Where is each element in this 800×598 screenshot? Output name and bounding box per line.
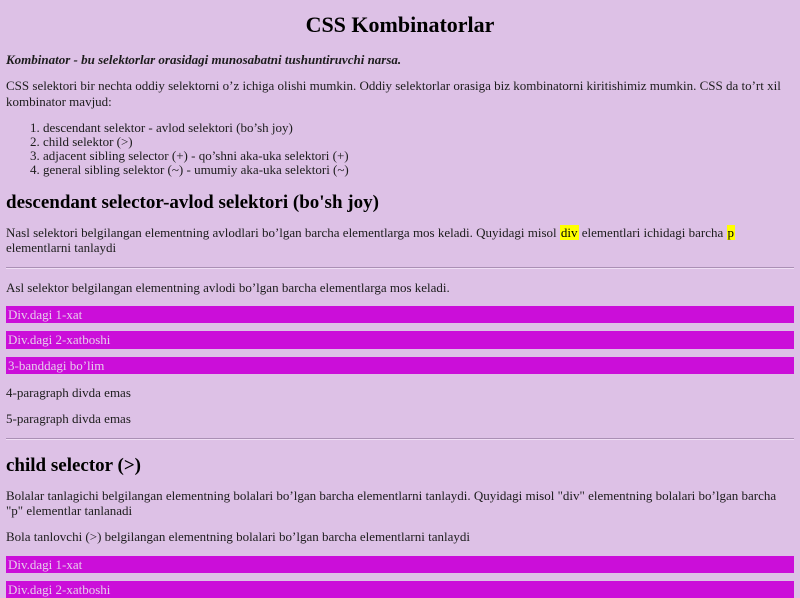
child-description: Bolalar tanlagichi belgilangan elementning bolalari bo’lgan barcha elementlarni tanlaydi. Quyidagi misol "div" elementning bolalari bo’lgan barcha "p" elementlar tanlanadi bbox=[6, 487, 777, 519]
descendant-description bbox=[6, 225, 794, 256]
page bbox=[0, 12, 800, 598]
demo-paragraph-in-div: Div.dagi 1-xat bbox=[6, 556, 794, 573]
text-run: Nasl selektori belgilangan elementning avlodlari bo’lgan barcha elementlarga mos keladi. Quyidagi misol bbox=[6, 225, 560, 241]
highlight-div: div bbox=[560, 225, 578, 241]
demo-paragraph-in-div: Div.dagi 2-xatboshi bbox=[6, 581, 794, 598]
section-heading-descendant: descendant selector-avlod selektori (bo'sh joy) bbox=[6, 192, 379, 214]
divider bbox=[6, 438, 794, 440]
highlight-p: p bbox=[727, 225, 735, 241]
descendant-example-note: Asl selektor belgilangan elementning avlodi bo’lgan barcha elementlarga mos keladi. bbox=[6, 279, 450, 295]
page-title: CSS Kombinatorlar bbox=[305, 12, 495, 37]
text-run: elementlarni tanlaydi bbox=[6, 240, 117, 256]
intro-paragraph: CSS selektori bir nechta oddiy selektorni o’z ichiga olishi mumkin. Oddiy selektorlar orasiga biz kombinatorni kiritishimiz mumkin. CSS da to’rt xil kombinator mavjud: bbox=[6, 78, 781, 109]
demo-paragraph-in-div: 3-banddagi bo’lim bbox=[6, 357, 794, 374]
combinator-list-item: 3. adjacent sibling selector (+) - qo’shni aka-uka selektori (+) bbox=[43, 149, 794, 163]
combinator-definition: Kombinator - bu selektorlar orasidagi munosabatni tushuntiruvchi narsa. bbox=[6, 52, 402, 67]
text-run: elementlari ichidagi barcha bbox=[578, 225, 727, 241]
combinator-list bbox=[6, 121, 794, 177]
divider bbox=[6, 267, 794, 269]
demo-paragraph-outside-div: 4-paragraph divda emas bbox=[6, 385, 131, 401]
demo-paragraph-in-div: Div.dagi 1-xat bbox=[6, 306, 794, 323]
demo-paragraph-outside-div: 5-paragraph divda emas bbox=[6, 411, 131, 427]
combinator-list-item: 1. descendant selektor - avlod selektori (bo’sh joy) bbox=[43, 121, 794, 135]
demo-paragraph-in-div: Div.dagi 2-xatboshi bbox=[6, 331, 794, 348]
child-example-note: Bola tanlovchi (>) belgilangan elementning bolalari bo’lgan barcha elementlarni tanlaydi bbox=[6, 529, 470, 545]
combinator-list-item: 4. general sibling selektor (~) - umumiy aka-uka selektori (~) bbox=[43, 163, 794, 177]
section-heading-child: child selector (>) bbox=[6, 454, 141, 476]
combinator-list-item: 2. child selektor (>) bbox=[43, 135, 794, 149]
